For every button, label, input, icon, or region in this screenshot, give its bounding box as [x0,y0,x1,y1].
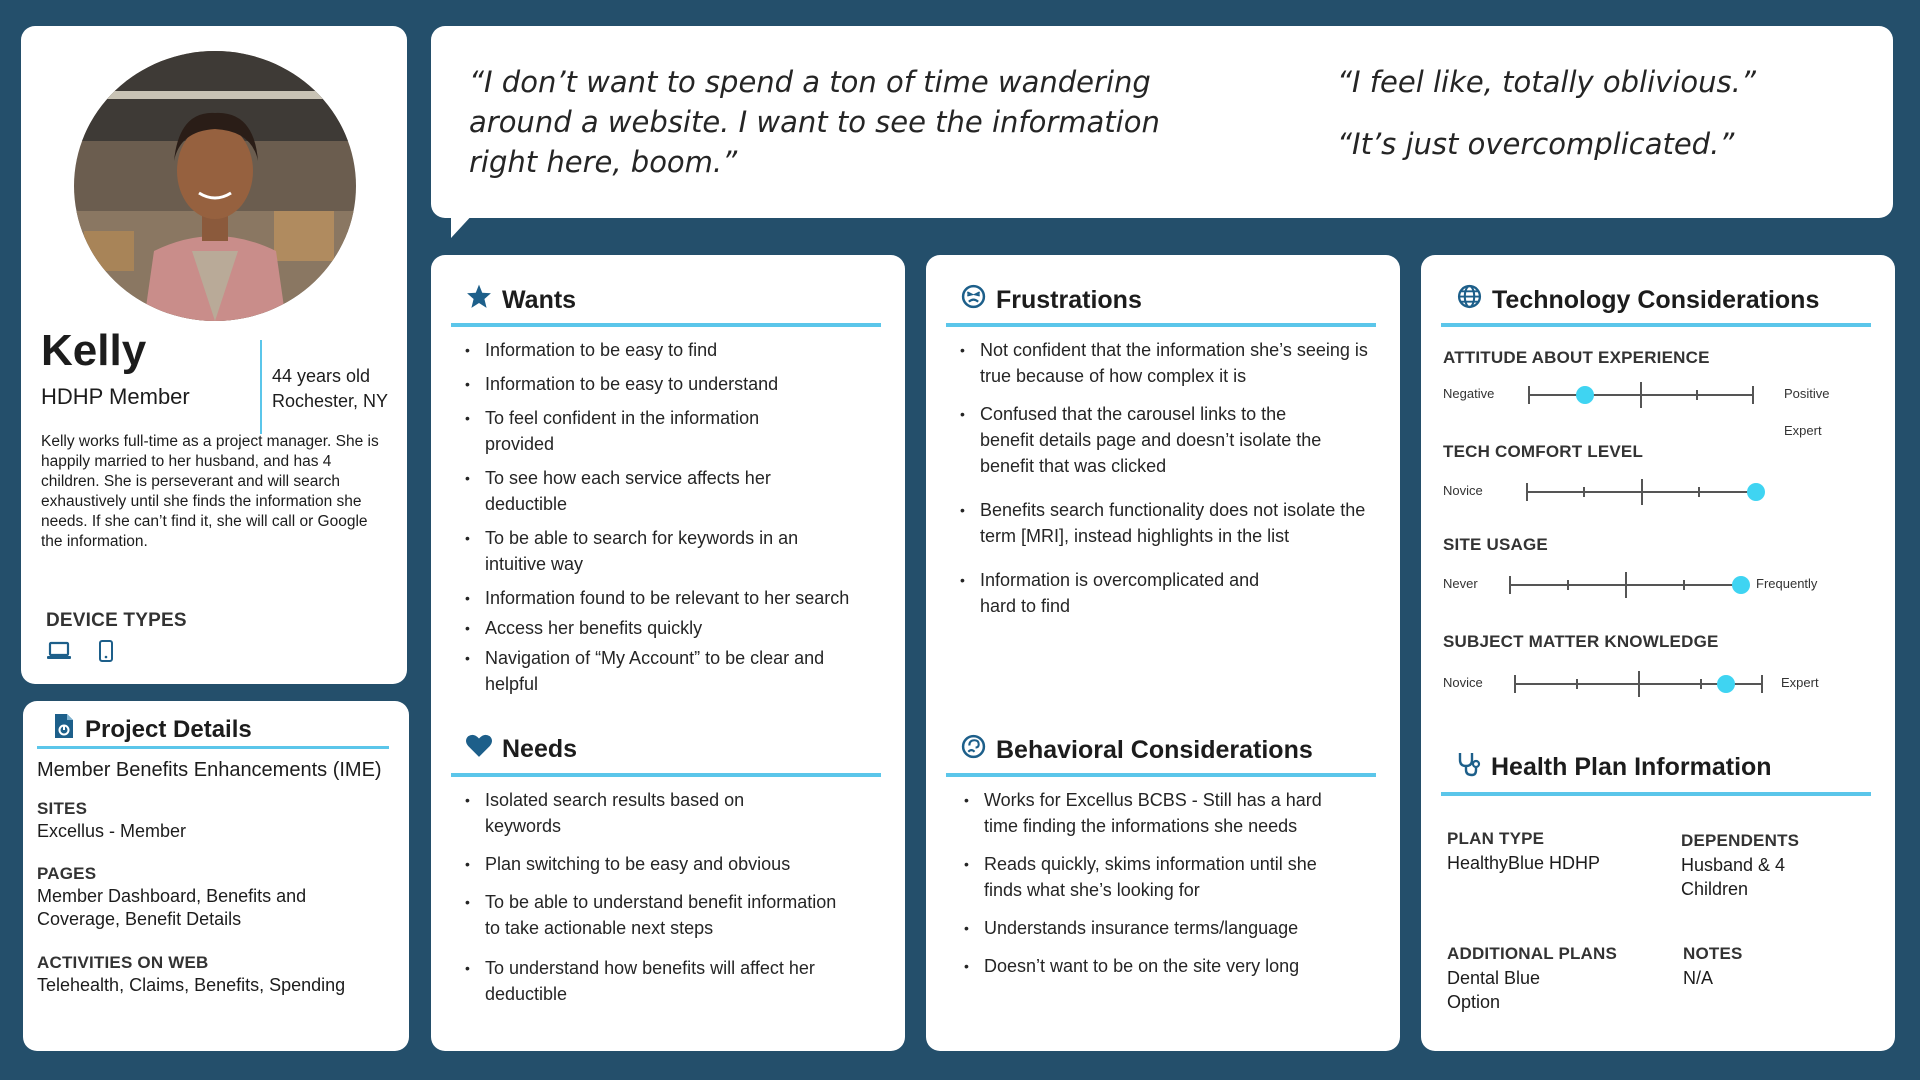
slider-low-label: Never [1443,576,1478,591]
list-item: • Confused that the carousel links to the benefit details page and doesn’t isolate the benefit that was clicked [960,401,1340,479]
slider-tick [1641,479,1643,505]
slider-tick [1752,386,1754,404]
stethoscope-icon [1457,751,1481,784]
slider-handle [1576,386,1594,404]
health-plan-title: Health Plan Information [1491,753,1772,781]
star-icon [466,284,492,316]
needs-title: Needs [502,734,578,763]
persona-demographics [272,364,388,414]
attitude-slider [1443,379,1863,409]
list-item: • Information found to be relevant to her search [465,585,885,611]
plan-type-label: PLAN TYPE [1447,829,1545,848]
slider-tick [1576,679,1578,689]
additional-plans-value-line1: Dental Blue [1447,968,1541,988]
slider-tick [1761,675,1763,693]
slider-tick [1625,572,1627,598]
needs-header [466,734,577,764]
comfort-slider [1443,476,1863,506]
plan-type-value: HealthyBlue HDHP [1447,853,1601,873]
slider-tick [1567,580,1569,590]
list-item: • Isolated search results based on keywords [465,787,795,839]
persona-location: Rochester, NY [272,391,389,411]
list-item: • To see how each service affects her deductible [465,465,785,517]
behavioral-list [964,787,1384,979]
attitude-label: ATTITUDE ABOUT EXPERIENCE [1443,348,1710,367]
additional-plans-label: ADDITIONAL PLANS [1447,944,1618,963]
list-item: • Information to be easy to understand [465,371,885,397]
slider-tick [1638,671,1640,697]
additional-plans [1447,942,1617,1014]
project-name: Member Benefits Enhancements (IME) [37,759,382,781]
slider-low-label: Novice [1443,483,1483,498]
persona-age: 44 years old [272,366,371,386]
section-rule [1441,323,1871,327]
persona-name: Kelly [41,326,147,375]
slider-tick [1514,675,1516,693]
persona-role: HDHP Member [41,384,190,409]
divider [260,340,262,434]
slider-handle [1717,675,1735,693]
activities-value: Telehealth, Claims, Benefits, Spending [37,975,346,995]
quote-bubble [431,26,1893,218]
list-item: • Information to be easy to find [465,337,885,363]
project-activities [37,951,345,997]
slider-high-label: Frequently [1756,576,1818,591]
slider-high-label: Positive [1784,386,1830,401]
sites-value: Excellus - Member [37,821,187,841]
quote-line: right here, boom.” [469,145,738,179]
slider-low-label: Negative [1443,386,1495,401]
device-types [46,640,114,667]
section-rule [946,773,1376,777]
list-item: • Understands insurance terms/language [964,915,1384,941]
dependents-label: DEPENDENTS [1681,831,1800,850]
frown-face-icon [961,284,986,316]
pages-label: PAGES [37,864,97,883]
slider-tick [1583,487,1585,497]
knowledge-slider [1443,668,1863,698]
project-sites [37,797,186,843]
list-item: • Doesn’t want to be on the site very long [964,953,1384,979]
laptop-icon [46,641,72,666]
project-details-card [23,701,409,1051]
wants-title: Wants [502,285,577,314]
list-item: • Access her benefits quickly [465,615,885,641]
slider-tick [1698,487,1700,497]
persona-profile-card [21,26,407,684]
sites-label: SITES [37,799,88,818]
slider-tick [1528,386,1530,404]
persona-photo [74,51,356,321]
section-rule [451,773,881,777]
slider-tick [1509,576,1511,594]
tech-header [1457,284,1819,316]
slider-tick [1696,390,1698,400]
behavioral-title: Behavioral Considerations [996,735,1313,764]
section-rule [37,746,389,749]
list-item: • Not confident that the information she’s seeing is true because of how complex it is [960,337,1380,389]
frustrations-behavior-card [926,255,1400,1051]
document-icon [53,713,75,746]
slider-handle [1732,576,1750,594]
usage-slider [1443,569,1863,599]
comfort-label: TECH COMFORT LEVEL [1443,442,1644,461]
section-rule [1441,792,1871,796]
list-item: • Benefits search functionality does not isolate the term [MRI], instead highlights in the list [960,497,1370,549]
project-details-header [53,713,252,746]
slider-tick [1526,483,1528,501]
notes-label: NOTES [1683,944,1743,963]
usage-label: SITE USAGE [1443,535,1548,554]
slider-tick [1700,679,1702,689]
secondary-quote-1: “I feel like, totally oblivious.” [1337,65,1756,99]
list-item: • Navigation of “My Account” to be clear and helpful [465,645,845,697]
dependents-value-line1: Husband & 4 [1681,855,1786,875]
slider-tick [1640,382,1642,408]
primary-quote [469,62,1160,182]
quote-bubble-tail [451,212,475,238]
tech-title: Technology Considerations [1492,285,1820,314]
pages-value-line2: Coverage, Benefit Details [37,909,242,929]
frustrations-title: Frustrations [996,285,1142,314]
list-item: • To understand how benefits will affect her deductible [465,955,865,1007]
slider-handle [1747,483,1765,501]
project-details-title: Project Details [85,715,252,743]
globe-icon [1457,284,1482,316]
quote-line: “I don’t want to spend a ton of time wandering [469,65,1151,99]
wants-needs-card [431,255,905,1051]
section-rule [946,323,1376,327]
project-pages [37,862,306,931]
list-item: • Information is overcomplicated and hard to find [960,567,1290,619]
dependents-value-line2: Children [1681,879,1749,899]
expert-note: Expert [1784,423,1822,438]
list-item: • Reads quickly, skims information until she finds what she’s looking for [964,851,1344,903]
wants-header [466,284,576,316]
list-item: • To feel confident in the information provided [465,405,785,457]
list-item: • Plan switching to be easy and obvious [465,851,885,877]
wants-list [465,337,885,697]
persona-bio: Kelly works full-time as a project manager. She is happily married to her husband, and has 4 children. She is perseverant and will search exhaustively until she finds the information she needs. If she can’t find it, she will call or Google the information. [41,433,379,550]
pages-value-line1: Member Dashboard, Benefits and [37,886,307,906]
slider-low-label: Novice [1443,675,1483,690]
slider-tick [1683,580,1685,590]
behavioral-header [961,734,1313,766]
health-plan-header [1457,751,1772,784]
frustrations-list [960,337,1380,619]
phone-icon [98,640,114,667]
section-rule [451,323,881,327]
plan-type [1447,827,1600,875]
notes [1683,942,1743,990]
needs-list [465,787,885,1007]
list-item: • To be able to search for keywords in an intuitive way [465,525,825,577]
additional-plans-value-line2: Option [1447,992,1501,1012]
secondary-quote-2: “It’s just overcomplicated.” [1337,127,1735,161]
activities-label: ACTIVITIES ON WEB [37,953,209,972]
heart-icon [466,734,492,764]
frustrations-header [961,284,1142,316]
knowledge-label: SUBJECT MATTER KNOWLEDGE [1443,632,1719,651]
dependents [1681,829,1799,901]
list-item: • To be able to understand benefit information to take actionable next steps [465,889,845,941]
quote-line: around a website. I want to see the information [469,105,1160,139]
list-item: • Works for Excellus BCBS - Still has a hard time finding the informations she needs [964,787,1334,839]
slider-high-label: Expert [1781,675,1819,690]
device-types-title: DEVICE TYPES [46,610,187,631]
notes-value: N/A [1683,968,1714,988]
tech-health-card [1421,255,1895,1051]
brain-head-icon [961,734,986,766]
